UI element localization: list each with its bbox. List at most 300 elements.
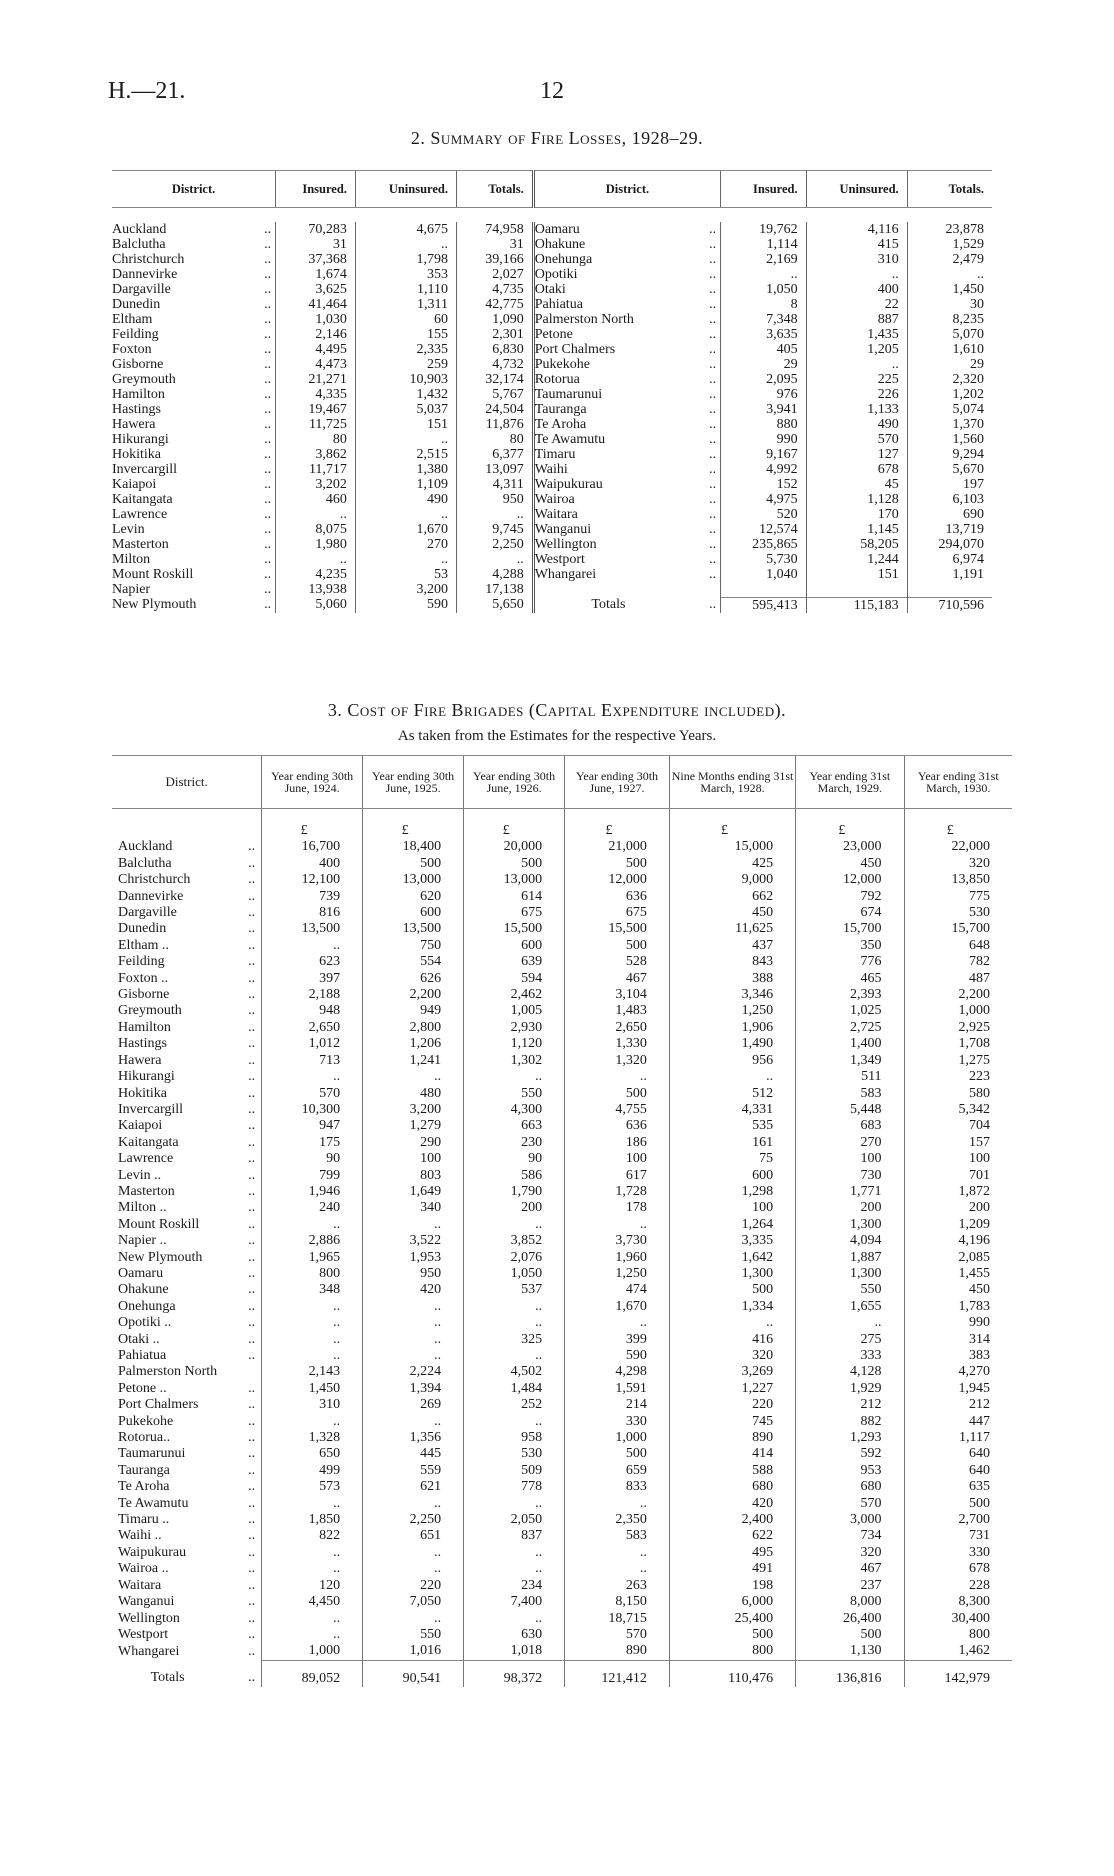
district-name: Invercargill	[112, 462, 178, 477]
district-name: Ohakune	[533, 237, 686, 252]
value-cell: 100	[669, 1200, 795, 1216]
table-row	[112, 1512, 1012, 1528]
value-cell: ..	[565, 1217, 670, 1233]
total-cell: 142,979	[904, 1660, 1012, 1687]
leader-dots: ..	[248, 1085, 256, 1101]
value-cell: 226	[806, 387, 907, 402]
value-cell: 235,865	[721, 537, 806, 552]
leader-dots: ..	[709, 267, 717, 282]
value-cell: 4,473	[276, 357, 356, 372]
value-cell: 1,334	[669, 1299, 795, 1315]
value-cell: 1,798	[355, 252, 456, 267]
value-cell: 3,625	[276, 282, 356, 297]
district-name: Hawera	[112, 417, 156, 432]
value-cell: 269	[363, 1397, 464, 1413]
value-cell: 1,483	[565, 1003, 670, 1019]
district-name: Levin ..	[118, 1167, 162, 1183]
value-cell: 7,348	[721, 312, 806, 327]
value-cell: 12,000	[796, 872, 904, 888]
value-cell: 1,025	[796, 1003, 904, 1019]
value-cell: 948	[262, 1003, 363, 1019]
leader-dots: ..	[709, 237, 717, 252]
district-name: Pukekohe	[118, 1413, 174, 1429]
value-cell: 186	[565, 1135, 670, 1151]
table-row	[112, 872, 1012, 888]
table-row	[112, 1250, 1012, 1266]
value-cell: 500	[796, 1627, 904, 1643]
value-cell: 1,462	[904, 1643, 1012, 1660]
leader-dots: ..	[248, 888, 256, 904]
leader-dots: ..	[264, 402, 272, 417]
table-row	[112, 921, 1012, 937]
total-cell: 90,541	[363, 1660, 464, 1687]
district-name: Hawera	[118, 1052, 162, 1068]
leader-dots: ..	[248, 1413, 256, 1429]
value-cell: 500	[565, 856, 670, 872]
value-cell: 3,941	[721, 402, 806, 417]
value-cell: 270	[355, 537, 456, 552]
value-cell: 1,670	[565, 1299, 670, 1315]
district-name: Mount Roskill	[112, 567, 194, 582]
value-cell: 1,209	[904, 1217, 1012, 1233]
value-cell: 588	[669, 1463, 795, 1479]
value-cell: ..	[457, 552, 534, 567]
leader-dots: ..	[264, 327, 272, 342]
district-name: Kaiapoi	[118, 1118, 163, 1134]
value-cell: 2,050	[464, 1512, 565, 1528]
district-name: Kaiapoi	[112, 477, 157, 492]
value-cell: 512	[669, 1086, 795, 1102]
value-cell: 648	[904, 938, 1012, 954]
value-cell: ..	[796, 1315, 904, 1331]
leader-dots: ..	[264, 312, 272, 327]
district-name: Pahiatua	[118, 1348, 167, 1363]
value-cell: 5,670	[907, 462, 992, 477]
value-cell: 680	[796, 1479, 904, 1495]
leader-dots: ..	[264, 507, 272, 522]
value-cell: 90	[464, 1151, 565, 1167]
total-cell: 98,372	[464, 1660, 565, 1687]
leader-dots: ..	[248, 1118, 256, 1134]
value-cell: 2,188	[262, 987, 363, 1003]
district-name: Foxton ..	[118, 970, 169, 986]
table-row	[112, 1479, 1012, 1495]
value-cell: 1,906	[669, 1020, 795, 1036]
leader-dots: ..	[264, 432, 272, 447]
value-cell: 491	[669, 1561, 795, 1577]
leader-dots: ..	[709, 477, 717, 492]
value-cell: ..	[457, 507, 534, 522]
value-cell: 554	[363, 954, 464, 970]
fire-brigades-cost-table	[112, 755, 1012, 1687]
value-cell: 120	[262, 1578, 363, 1594]
district-name: Opotiki ..	[118, 1315, 172, 1331]
leader-dots: ..	[709, 507, 717, 522]
value-cell: 1,300	[796, 1217, 904, 1233]
value-cell: 151	[355, 417, 456, 432]
value-cell: 3,200	[363, 1102, 464, 1118]
value-cell: 22	[806, 297, 907, 312]
totals-label: Totals	[150, 1670, 185, 1686]
value-cell: ..	[276, 552, 356, 567]
value-cell: 25,400	[669, 1611, 795, 1627]
table-row	[112, 1627, 1012, 1643]
district-name: New Plymouth	[112, 597, 197, 613]
value-cell: 29	[721, 357, 806, 372]
value-cell: 1,980	[276, 537, 356, 552]
leader-dots: ..	[264, 267, 272, 282]
value-cell: 495	[669, 1545, 795, 1561]
table-row	[112, 971, 1012, 987]
value-cell: ..	[276, 507, 356, 522]
value-cell: 2,393	[796, 987, 904, 1003]
value-cell: 3,862	[276, 447, 356, 462]
currency-symbol: £	[464, 809, 565, 840]
value-cell: 640	[904, 1446, 1012, 1462]
table-row	[112, 1561, 1012, 1577]
value-cell: 976	[721, 387, 806, 402]
value-cell: 9,000	[669, 872, 795, 888]
value-cell: 734	[796, 1528, 904, 1544]
value-cell: 225	[806, 372, 907, 387]
value-cell: 1,128	[806, 492, 907, 507]
table-row	[112, 1069, 1012, 1085]
district-name: Port Chalmers	[533, 342, 686, 357]
district-name: Auckland	[118, 839, 173, 855]
district-name: Opotiki	[533, 267, 686, 282]
value-cell: 5,448	[796, 1102, 904, 1118]
table-row	[112, 905, 1012, 921]
table-row	[112, 597, 992, 613]
value-cell: ..	[363, 1217, 464, 1233]
district-name: Napier ..	[118, 1233, 167, 1249]
value-cell: 212	[904, 1397, 1012, 1413]
value-cell: 5,060	[276, 597, 356, 613]
leader-dots: ..	[264, 477, 272, 492]
value-cell: 3,852	[464, 1233, 565, 1249]
value-cell: 17,138	[457, 582, 534, 597]
leader-dots: ..	[248, 1183, 256, 1199]
district-name: Hamilton	[118, 1019, 171, 1035]
value-cell: 400	[806, 282, 907, 297]
value-cell: 570	[262, 1086, 363, 1102]
value-cell: ..	[262, 1348, 363, 1364]
district-name: Eltham	[112, 312, 153, 327]
district-name: Dunedin	[112, 297, 161, 312]
value-cell: 530	[904, 905, 1012, 921]
district-name: Hikurangi	[118, 1069, 175, 1085]
value-cell: 198	[669, 1578, 795, 1594]
leader-dots: ..	[248, 1594, 256, 1610]
value-cell: 1,000	[565, 1430, 670, 1446]
leader-dots: ..	[709, 372, 717, 387]
value-cell: 1,400	[796, 1036, 904, 1052]
value-cell: ..	[907, 267, 992, 282]
table-row	[112, 312, 992, 327]
value-cell: 1,090	[457, 312, 534, 327]
value-cell: 586	[464, 1168, 565, 1184]
value-cell: 4,270	[904, 1364, 1012, 1380]
value-cell: 200	[796, 1200, 904, 1216]
district-name: Tauranga	[118, 1462, 170, 1478]
value-cell: 42,775	[457, 297, 534, 312]
leader-dots: ..	[248, 1479, 256, 1495]
value-cell: 2,200	[904, 987, 1012, 1003]
value-cell: 237	[796, 1578, 904, 1594]
value-cell: 7,050	[363, 1594, 464, 1610]
leader-dots: ..	[264, 297, 272, 312]
value-cell: 570	[565, 1627, 670, 1643]
value-cell: 590	[565, 1348, 670, 1364]
leader-dots: ..	[248, 1610, 256, 1626]
value-cell: 220	[669, 1397, 795, 1413]
table-row	[112, 1233, 1012, 1249]
district-name: Taumarunui	[118, 1446, 186, 1462]
value-cell: 1,642	[669, 1250, 795, 1266]
value-cell: 614	[464, 889, 565, 905]
col-year: Year ending 30th June, 1925.	[363, 756, 464, 809]
value-cell: 953	[796, 1463, 904, 1479]
value-cell: 3,000	[796, 1512, 904, 1528]
district-name: Whangarei	[533, 567, 686, 582]
value-cell: 623	[262, 954, 363, 970]
value-cell: 520	[721, 507, 806, 522]
value-cell: 947	[262, 1118, 363, 1134]
value-cell: ..	[806, 357, 907, 372]
cost-table-header	[112, 756, 1012, 809]
leader-dots: ..	[264, 552, 272, 567]
value-cell: 1,311	[355, 297, 456, 312]
value-cell: 18,400	[363, 839, 464, 855]
value-cell: 674	[796, 905, 904, 921]
table-row	[112, 1397, 1012, 1413]
value-cell: 580	[904, 1086, 1012, 1102]
value-cell: ..	[464, 1545, 565, 1561]
leader-dots: ..	[709, 522, 717, 537]
table-row	[112, 1200, 1012, 1216]
district-name: Feilding	[112, 327, 159, 342]
table-row	[112, 1266, 1012, 1282]
leader-dots: ..	[264, 387, 272, 402]
value-cell: 675	[565, 905, 670, 921]
value-cell: 12,574	[721, 522, 806, 537]
value-cell: 600	[669, 1168, 795, 1184]
value-cell: 882	[796, 1414, 904, 1430]
value-cell: 437	[669, 938, 795, 954]
value-cell: 1,591	[565, 1381, 670, 1397]
value-cell: ..	[363, 1561, 464, 1577]
value-cell: 2,925	[904, 1020, 1012, 1036]
value-cell: 60	[355, 312, 456, 327]
value-cell: 1,279	[363, 1118, 464, 1134]
value-cell: 9,294	[907, 447, 992, 462]
value-cell: ..	[464, 1496, 565, 1512]
value-cell: 678	[904, 1561, 1012, 1577]
value-cell: 6,974	[907, 552, 992, 567]
value-cell: 21,271	[276, 372, 356, 387]
value-cell: 1,114	[721, 237, 806, 252]
district-name: Mount Roskill	[118, 1216, 200, 1232]
value-cell: 1,450	[262, 1381, 363, 1397]
leader-dots: ..	[248, 1430, 256, 1446]
table-row	[112, 1364, 1012, 1380]
value-cell: 4,675	[355, 222, 456, 237]
value-cell: ..	[565, 1545, 670, 1561]
value-cell: 1,109	[355, 477, 456, 492]
value-cell: 37,368	[276, 252, 356, 267]
value-cell: ..	[355, 507, 456, 522]
value-cell: 3,335	[669, 1233, 795, 1249]
total-cell: 89,052	[262, 1660, 363, 1687]
value-cell: 4,116	[806, 222, 907, 237]
value-cell: 890	[565, 1643, 670, 1660]
district-name: Dargaville	[112, 282, 171, 297]
district-name: Eltham ..	[118, 937, 169, 953]
value-cell: 2,400	[669, 1512, 795, 1528]
value-cell: 1,133	[806, 402, 907, 417]
value-cell: 1,560	[907, 432, 992, 447]
district-name: Hastings	[118, 1036, 167, 1052]
district-name: Foxton	[112, 342, 152, 357]
value-cell: 776	[796, 954, 904, 970]
leader-dots: ..	[264, 462, 272, 477]
col-insured-2: Insured.	[721, 171, 806, 208]
value-cell: 1,205	[806, 342, 907, 357]
table-row	[112, 1135, 1012, 1151]
value-cell: ..	[262, 1545, 363, 1561]
value-cell: 41,464	[276, 297, 356, 312]
value-cell: 348	[262, 1282, 363, 1298]
district-name: Christchurch	[118, 872, 191, 888]
district-name: Waihi ..	[118, 1528, 162, 1544]
value-cell: 1,887	[796, 1250, 904, 1266]
value-cell: 1,455	[904, 1266, 1012, 1282]
table-row	[112, 839, 1012, 855]
value-cell: 10,903	[355, 372, 456, 387]
leader-dots: ..	[709, 327, 717, 342]
district-name: Milton ..	[118, 1200, 167, 1216]
value-cell: 5,037	[355, 402, 456, 417]
value-cell: 617	[565, 1168, 670, 1184]
value-cell: 75	[669, 1151, 795, 1167]
leader-dots: ..	[248, 1216, 256, 1232]
table-row	[112, 1545, 1012, 1561]
leader-dots: ..	[248, 1315, 256, 1331]
value-cell: 704	[904, 1118, 1012, 1134]
leader-dots: ..	[264, 582, 272, 597]
district-name: Wairoa	[533, 492, 686, 507]
value-cell: ..	[262, 1561, 363, 1577]
value-cell: 600	[363, 905, 464, 921]
district-name: Gisborne	[118, 987, 170, 1003]
value-cell: 1,120	[464, 1036, 565, 1052]
value-cell: 24,504	[457, 402, 534, 417]
value-cell: 11,876	[457, 417, 534, 432]
leader-dots: ..	[248, 1298, 256, 1314]
table-row	[112, 507, 992, 522]
value-cell: 350	[796, 938, 904, 954]
value-cell: ..	[262, 1496, 363, 1512]
table-row	[112, 1594, 1012, 1610]
value-cell: 3,200	[355, 582, 456, 597]
value-cell: 450	[796, 856, 904, 872]
district-name: Waitara	[533, 507, 686, 522]
col-year: Year ending 30th June, 1926.	[464, 756, 565, 809]
value-cell: 1,432	[355, 387, 456, 402]
district-name: Waipukurau	[118, 1544, 187, 1560]
value-cell: 388	[669, 971, 795, 987]
value-cell: 161	[669, 1135, 795, 1151]
table-row	[112, 1217, 1012, 1233]
table-row	[112, 342, 992, 357]
value-cell: 1,945	[904, 1381, 1012, 1397]
value-cell: 397	[262, 971, 363, 987]
value-cell: 467	[796, 1561, 904, 1577]
district-name: Auckland	[112, 222, 167, 237]
col-uninsured-2: Uninsured.	[806, 171, 907, 208]
value-cell: 635	[904, 1479, 1012, 1495]
table-row	[112, 567, 992, 582]
value-cell: ..	[806, 267, 907, 282]
leader-dots: ..	[248, 970, 256, 986]
value-cell: 570	[806, 432, 907, 447]
col-district: District.	[112, 756, 262, 809]
table-row	[112, 402, 992, 417]
value-cell: 1,670	[355, 522, 456, 537]
value-cell: 843	[669, 954, 795, 970]
value-cell: 3,104	[565, 987, 670, 1003]
value-cell: 778	[464, 1479, 565, 1495]
value-cell: 420	[669, 1496, 795, 1512]
value-cell: 2,169	[721, 252, 806, 267]
table-row	[112, 1611, 1012, 1627]
leader-dots: ..	[248, 1101, 256, 1117]
district-name: Milton	[112, 552, 151, 567]
value-cell: 4,735	[457, 282, 534, 297]
district-name: Pukekohe	[533, 357, 686, 372]
district-name: Lawrence	[118, 1151, 174, 1167]
col-year: Year ending 31st March, 1929.	[796, 756, 904, 809]
leader-dots: ..	[264, 357, 272, 372]
value-cell: 573	[262, 1479, 363, 1495]
district-name: Taumarunui	[533, 387, 686, 402]
value-cell: 9,745	[457, 522, 534, 537]
value-cell: 151	[806, 567, 907, 582]
value-cell: 537	[464, 1282, 565, 1298]
leader-dots: ..	[248, 839, 256, 855]
value-cell: 178	[565, 1200, 670, 1216]
leader-dots: ..	[248, 921, 256, 937]
table-row	[112, 1332, 1012, 1348]
value-cell: 399	[565, 1332, 670, 1348]
col-year: Year ending 30th June, 1924.	[262, 756, 363, 809]
leader-dots: ..	[709, 222, 717, 237]
leader-dots: ..	[248, 1003, 256, 1019]
value-cell: 499	[262, 1463, 363, 1479]
value-cell: ..	[262, 1611, 363, 1627]
value-cell: 500	[669, 1282, 795, 1298]
value-cell: 1,241	[363, 1053, 464, 1069]
value-cell: 2,143	[262, 1364, 363, 1380]
value-cell: 445	[363, 1446, 464, 1462]
leader-dots	[223, 1364, 262, 1380]
table-row	[112, 447, 992, 462]
value-cell: 6,830	[457, 342, 534, 357]
value-cell: 639	[464, 954, 565, 970]
leader-dots: ..	[248, 1249, 256, 1265]
value-cell: ..	[464, 1561, 565, 1577]
value-cell: 4,975	[721, 492, 806, 507]
